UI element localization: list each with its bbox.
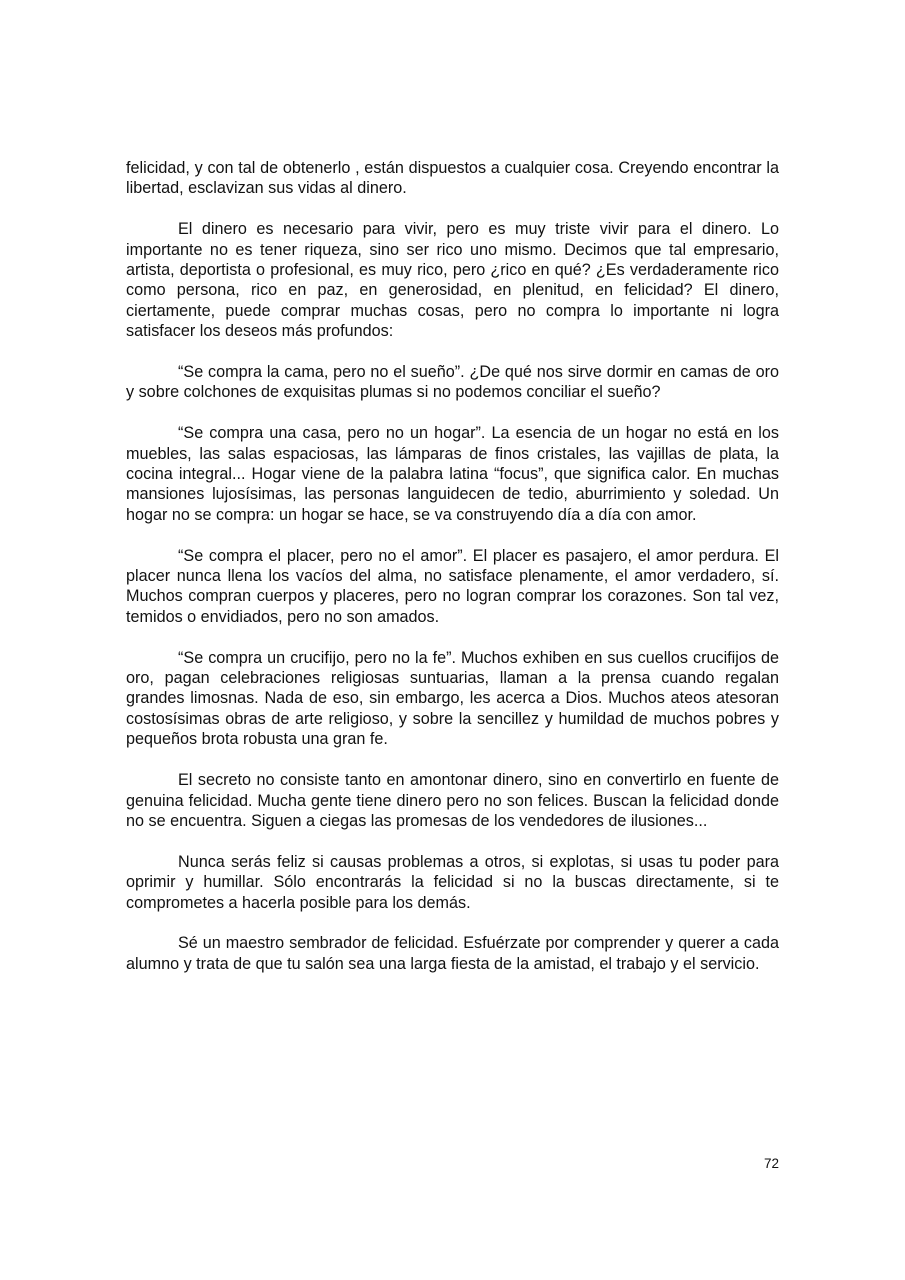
paragraph-secret: El secreto no consiste tanto en amontonar dinero, sino en convertirlo en fuente de genuina felicidad. Mucha gente tiene dinero pero no son felices. Buscan la felicidad donde no se encuentra. Siguen a ciegas las promesas de los vendedores de ilusiones...	[126, 771, 779, 830]
page-number: 72	[763, 1156, 779, 1171]
paragraph-teacher: Sé un maestro sembrador de felicidad. Esfuérzate por comprender y querer a cada alumno y trata de que tu salón sea una larga fiesta de la amistad, el trabajo y el servicio.	[126, 934, 779, 973]
paragraph-house-home: “Se compra una casa, pero no un hogar”. La esencia de un hogar no está en los muebles, las salas espaciosas, las lámparas de finos cristales, las vajillas de plata, la cocina integral... Hogar viene de la palabra latina “focus”, que significa calor. En muchas mansiones lujosísimas, las personas languidecen de tedio, aburrimiento y soledad. Un hogar no se compra: un hogar se hace, se va construyendo día a día con amor.	[126, 424, 779, 524]
paragraph-crucifix-faith: “Se compra un crucifijo, pero no la fe”. Muchos exhiben en sus cuellos crucifijos de oro, pagan celebraciones religiosas suntuarias, llaman a la prensa cuando regalan grandes limosnas. Nada de eso, sin embargo, les acerca a Dios. Muchos ateos atesoran costosísimas obras de arte religioso, y sobre la sencillez y humildad de muchos pobres y pequeños brota robusta una gran fe.	[126, 648, 779, 749]
paragraph-money-necessary: El dinero es necesario para vivir, pero es muy triste vivir para el dinero. Lo importante no es tener riqueza, sino ser rico uno mismo. Decimos que tal empresario, artista, deportista o profesional, es muy rico, pero ¿rico en qué? ¿Es verdaderamente rico como persona, rico en paz, en generosidad, en plenitud, en felicidad? El dinero, ciertamente, puede comprar muchas cosas, pero no compra lo importante ni logra satisfacer los deseos más profundos:	[126, 220, 779, 341]
paragraph-bed-sleep: “Se compra la cama, pero no el sueño”. ¿De qué nos sirve dormir en camas de oro y sobre colchones de exquisitas plumas si no podemos conciliar el sueño?	[126, 363, 779, 402]
paragraph-never-happy: Nunca serás feliz si causas problemas a otros, si explotas, si usas tu poder para oprimir y humillar. Sólo encontrarás la felicidad si no la buscas directamente, si te comprometes a hacerla posible para los demás.	[126, 852, 779, 912]
paragraph-pleasure-love: “Se compra el placer, pero no el amor”. El placer es pasajero, el amor perdura. El placer nunca llena los vacíos del alma, no satisface plenamente, el amor verdadero, sí. Muchos compran cuerpos y placeres, pero no logran comprar los corazones. Son tal vez, temidos o envidiados, pero no son amados.	[126, 546, 779, 626]
body-text	[126, 158, 779, 995]
paragraph-continuation: felicidad, y con tal de obtenerlo , están dispuestos a cualquier cosa. Creyendo encontrar la libertad, esclavizan sus vidas al dinero.	[126, 159, 779, 198]
